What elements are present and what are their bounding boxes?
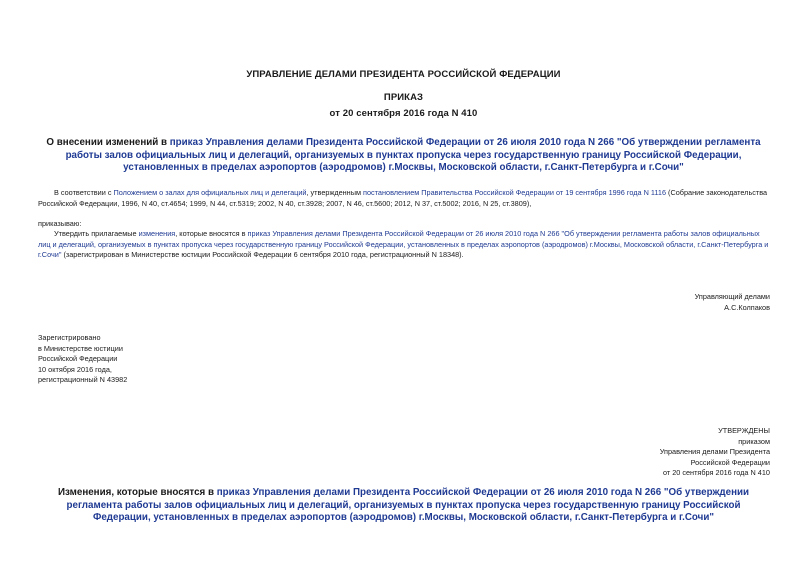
approved-line: Российской Федерации	[690, 457, 770, 467]
document-type: ПРИКАЗ	[383, 92, 424, 103]
preamble-text-2: , утвержденным	[306, 188, 363, 197]
agency-heading: УПРАВЛЕНИЕ ДЕЛАМИ ПРЕЗИДЕНТА РОССИЙСКОЙ ФЕДЕРАЦИИ	[246, 69, 561, 80]
signature-name: А.С.Колпаков	[724, 302, 770, 312]
registration-line: 10 октября 2016 года,	[38, 364, 112, 374]
preamble-regulation-link[interactable]: Положением о залах для официальных лиц и делегаций	[113, 188, 307, 197]
approved-line: УТВЕРЖДЕНЫ	[718, 426, 770, 435]
approved-line: Управления делами Президента	[659, 447, 770, 457]
registration-line: Зарегистрировано	[38, 333, 101, 342]
title-order-link[interactable]: приказ Управления делами Президента Российской Федерации от 26 июля 2010 года N 266 "Об утверждении регламента работы залов официальных лиц и делегаций, организуемых в пунктах пропуска через государственную границу Российской Федерации, установленных в пределах аэропортов (аэродромов) г.Москвы, Московской области, г.Санкт-Петербурга и г.Сочи"	[65, 137, 761, 173]
approve-text-1: Утвердить прилагаемые	[54, 229, 139, 238]
changes-title-prefix: Изменения, которые вносятся в	[57, 487, 217, 498]
registration-block	[38, 333, 127, 386]
document-title	[44, 137, 763, 175]
preamble-text-1: В соответствии с	[54, 188, 114, 197]
approved-line: приказом	[738, 436, 770, 446]
approved-line: от 20 сентября 2016 года N 410	[662, 468, 770, 478]
signature-block	[695, 292, 770, 313]
registration-line: Российской Федерации	[38, 354, 118, 364]
preamble-paragraph	[38, 188, 773, 209]
preamble-resolution-link[interactable]: постановлением Правительства Российской Федерации от 19 сентября 1996 года N 1116	[363, 188, 667, 197]
approve-text-3: (зарегистрирован в Министерстве юстиции Российской Федерации 6 сентября 2010 года, регистрационный N 18348).	[61, 250, 464, 259]
approve-text-2: , которые вносятся в	[175, 229, 248, 238]
order-word: приказываю:	[38, 219, 82, 228]
registration-line: регистрационный N 43982	[38, 375, 128, 385]
title-prefix: О внесении изменений в	[46, 137, 170, 148]
changes-title	[44, 487, 763, 525]
document-date-number: от 20 сентября 2016 года N 410	[329, 108, 478, 119]
approve-order-link[interactable]: приказ Управления делами Президента Российской Федерации от 26 июля 2010 года N 266 "Об утверждении регламента работы залов официальных лиц и делегаций, организуемых в пунктах пропуска через государственную границу Российской Федерации, установленных в пределах аэропортов (аэродромов) г.Москвы, Московской области, г.Санкт-Петербурга и г.Сочи"	[38, 229, 769, 259]
approve-paragraph	[38, 229, 773, 261]
approve-changes-link[interactable]: изменения	[138, 229, 176, 238]
changes-title-order-link[interactable]: приказ Управления делами Президента Российской Федерации от 26 июля 2010 года N 266 "Об утверждении регламента работы залов официальных лиц и делегаций, организуемых в пунктах пропуска через государственную границу Российской Федерации, установленных в пределах аэропортов (аэродромов) г.Москвы, Московской области, г.Санкт-Петербурга и г.Сочи"	[66, 487, 750, 523]
registration-line: в Министерстве юстиции	[38, 343, 123, 353]
signature-position: Управляющий делами	[694, 292, 770, 301]
preamble-text-3: (Собрание законодательства Российской Федерации, 1996, N 40, ст.4654; 1999, N 44, ст.5319; 2002, N 40, ст.3928; 2007, N 46, ст.5600; 2012, N 37, ст.5002; 2016, N 25, ст.3809),	[38, 188, 768, 208]
approved-block	[660, 426, 770, 479]
